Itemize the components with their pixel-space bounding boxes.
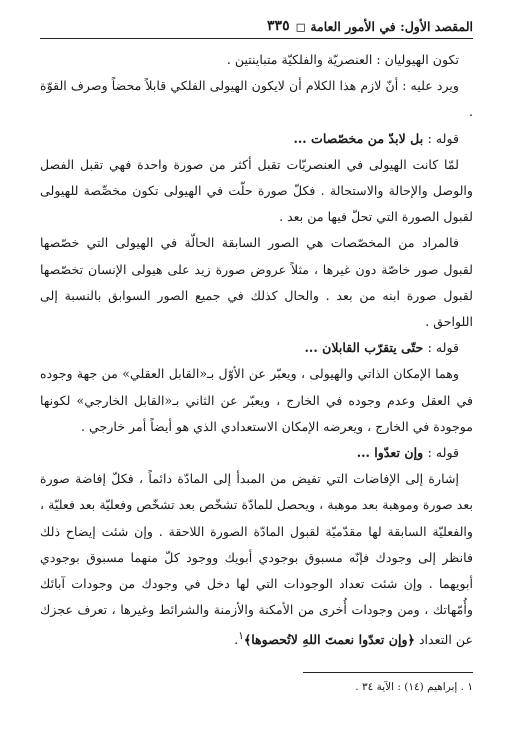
- paragraph-2: ويرد عليه : أنّ لازم هذا الكلام أن لايكون الهيولى الفلكي قابلاً محضاً وصرف القوّة .: [40, 78, 473, 120]
- footnote-1: ١ . إبراهيم (١٤) : الآية ٣٤ .: [355, 680, 473, 693]
- paragraph-1: تكون الهيوليان : العنصريّة والفلكيّة متباينتين .: [226, 52, 459, 67]
- paragraph-3: لمّا كانت الهيولى في العنصريّات تقبل أكثر من صورة واحدة فهي تقبل الفصل والوصل والإحالة والاستحالة . فكلّ صورة حلّت في الهيولى تكون مخصِّصة للهيولى لقبول الصورة التي تحلّ فيها من بعد .: [40, 156, 473, 225]
- heading-label: قوله :: [427, 445, 459, 461]
- footnote-divider: [303, 672, 473, 673]
- heading-text: بل لابدّ من مخصّصات ...: [293, 130, 424, 146]
- paragraph-5: وهما الإمكان الذاتي والهيولى ، ويعبّر عن الأوّل بـ«القابل العقلي» من جهة وجوده في العقل وعدم وجوده في الخارج ، ويعبّر عن الثاني بـ«القابل الخارجي» لكونها موجودة في الخارج ، ويعرضه الإمكان الاستعدادي الذي هو أيضاً أمر خارجي .: [40, 366, 473, 434]
- quran-quote: ﴿وإن تعدّوا نعمتَ اللهِ لاتُحصوها﴾: [243, 632, 415, 648]
- paragraph-4: فالمراد من المخصّصات هي الصور السابقة الحالّة في الهيولى التي خصّصها لقبول صور خاصّة دون غيرها ، مثلاً عروض صورة زيد على هيولى الإنسان تخصّصها لقبول صورة ابنه من بعد . والحال كذلك في جميع الصور السوابق بالنسبة إلى اللواحق .: [40, 235, 473, 330]
- paragraph-6-end: .: [234, 632, 239, 648]
- page-number: ٣٣٥: [267, 18, 290, 34]
- heading-label: قوله :: [427, 130, 459, 146]
- commentary-heading-2: [40, 335, 473, 361]
- heading-text: حتّى يتقرّب القابلان ...: [304, 340, 424, 356]
- heading-label: قوله :: [427, 340, 459, 356]
- header-title: المقصد الأول: في الأمور العامة ◻: [295, 18, 473, 34]
- commentary-heading-3: [40, 440, 473, 466]
- heading-text: وإن تعدّوا ...: [356, 445, 424, 461]
- main-text: [40, 47, 473, 654]
- paragraph-6-text: إشارة إلى الإفاضات التي تفيض من المبدأ إلى المادّة دائماً ، فكلّ إفاضة صورة بعد صورة وموهبة بعد موهبة ، ويحصل للمادّة تشخّص بعد تشخّص وفعليّة بعد فعليّة ، والفعليّة السابقة لها مقدّميّة لقبول المادّة الصورة اللاحقة . وإن شئت إيضاح ذلك فانظر إلى وجودك فإنّه مسبوق بوجودي أبويك ووجود كلّ منهما مسبوق بوجودي أبويهما . وإن شئت تعداد الوجودات التي لها دخل في وجودك من وجودات آبائك وأُمّهاتك ، ومن وجودات أُخرى من الأمكنة والأزمنة والشرائط وغيرها ، تعرف عجزك عن التعداد: [40, 471, 473, 648]
- commentary-heading-1: [40, 126, 473, 152]
- paragraph-6: [40, 466, 473, 654]
- running-header: [40, 18, 473, 39]
- footnote-marker[interactable]: ١: [238, 630, 244, 643]
